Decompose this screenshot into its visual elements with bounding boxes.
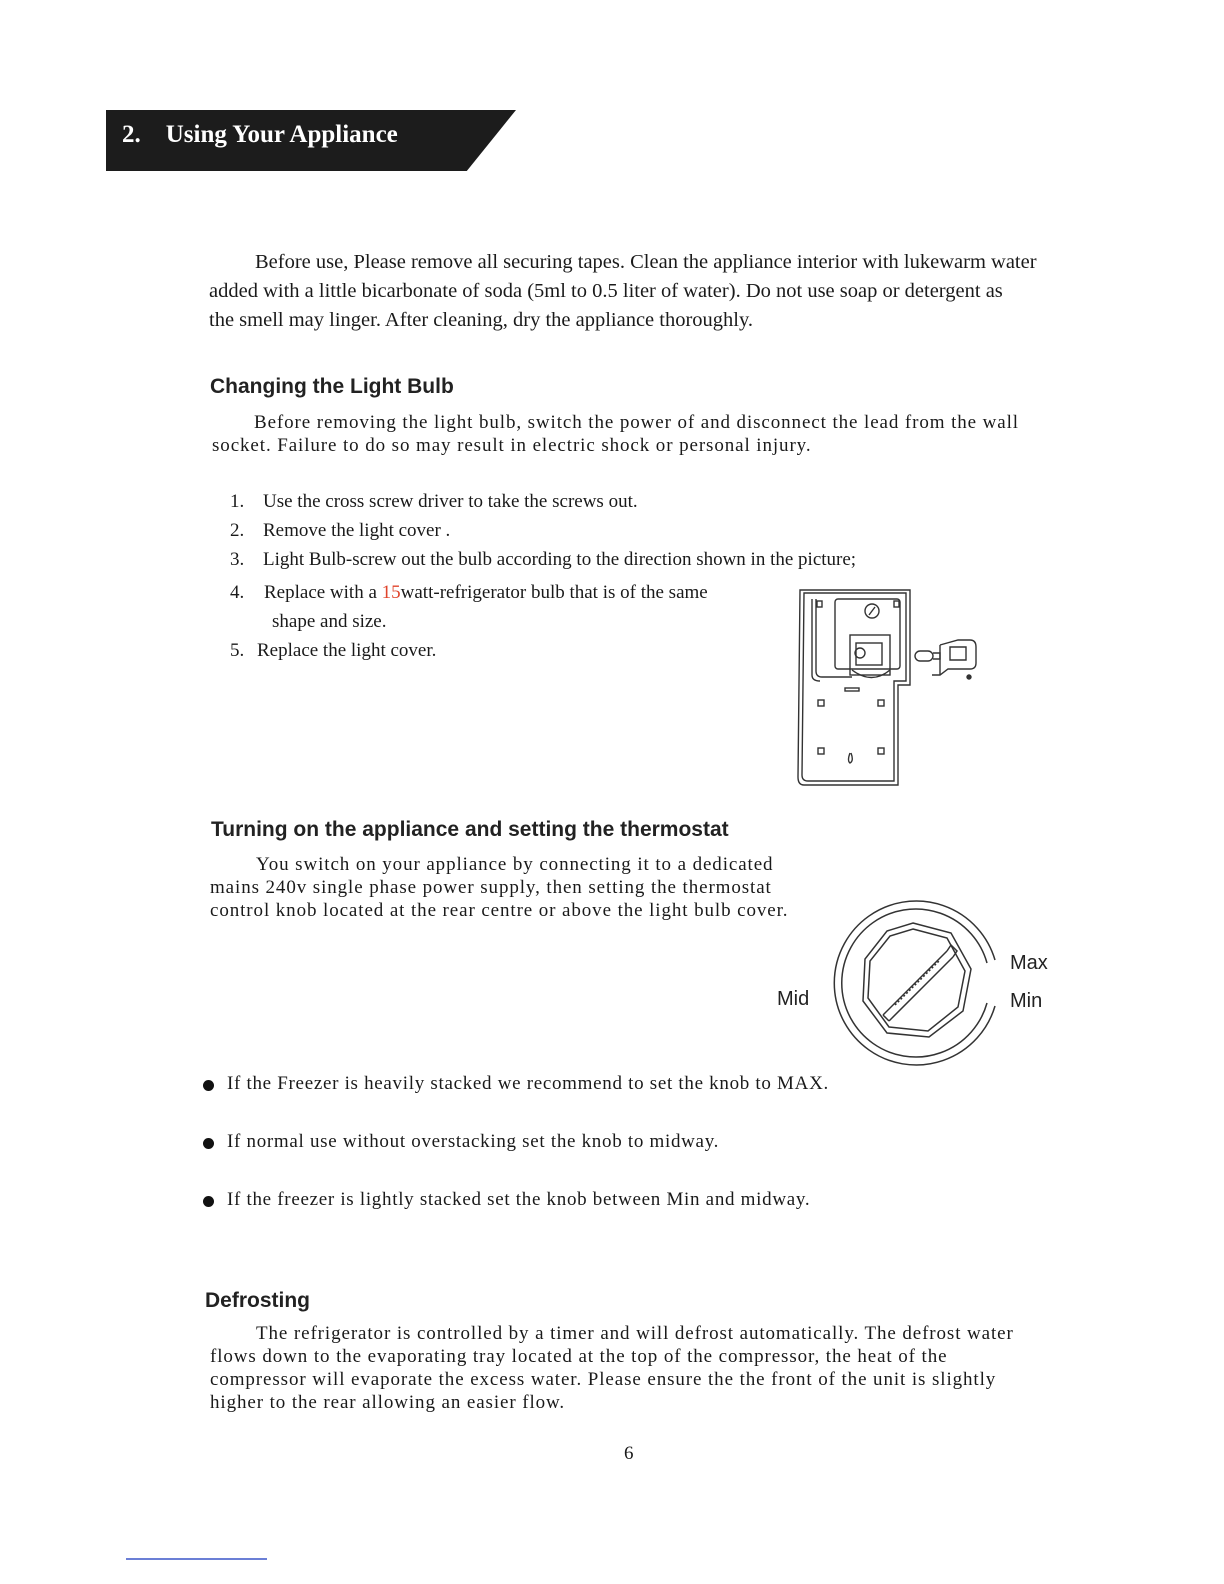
light-bulb-line: Before removing the light bulb, switch the power of and disconnect the lead from the wall (254, 412, 1019, 433)
page-number: 6 (624, 1443, 634, 1464)
step-item (230, 582, 708, 604)
step-text: Use the cross screw driver to take the screws out. (263, 491, 638, 512)
light-bulb-line: socket. Failure to do so may result in electric shock or personal injury. (212, 435, 812, 456)
step-item (230, 640, 437, 662)
bullet-dot (203, 1080, 214, 1091)
step-item (230, 520, 451, 542)
step-text-pre: Replace with a (264, 582, 382, 603)
knob-label-min: Min (1010, 990, 1043, 1012)
bullet-dot (203, 1138, 214, 1149)
defrost-line: higher to the rear allowing an easier flow. (210, 1392, 566, 1413)
step-text-post: watt-refrigerator bulb that is of the same (400, 582, 708, 603)
knob-label-max: Max (1010, 952, 1048, 974)
footer-rule (126, 1558, 267, 1560)
step-number: 2. (230, 520, 245, 541)
step-number: 1. (230, 491, 245, 512)
light-cover-illustration (790, 585, 990, 790)
step-item (230, 491, 638, 513)
step-text (264, 582, 708, 604)
bullet-item: If the freezer is lightly stacked set the knob between Min and midway. (227, 1189, 811, 1210)
heading-thermostat: Turning on the appliance and setting the thermostat (211, 818, 729, 841)
thermostat-line: control knob located at the rear centre or above the light bulb cover. (210, 900, 789, 921)
step-number: 5. (230, 640, 245, 661)
defrost-line: The refrigerator is controlled by a timer and will defrost automatically. The defrost water (256, 1323, 1014, 1344)
intro-line: the smell may linger. After cleaning, dry the appliance thoroughly. (209, 309, 754, 331)
thermostat-knob-diagram (825, 893, 1010, 1073)
wattage-highlight: 15 (381, 582, 401, 603)
step-number: 4. (230, 582, 245, 603)
step-text: Remove the light cover . (263, 520, 451, 541)
heading-light-bulb: Changing the Light Bulb (210, 375, 454, 398)
defrost-line: flows down to the evaporating tray located at the top of the compressor, the heat of the (210, 1346, 948, 1367)
intro-line: Before use, Please remove all securing tapes. Clean the appliance interior with lukewarm water (255, 251, 1037, 273)
step-number: 3. (230, 549, 245, 570)
knob-label-mid: Mid (777, 988, 810, 1010)
thermostat-line: mains 240v single phase power supply, then setting the thermostat (210, 877, 772, 898)
intro-line: added with a little bicarbonate of soda (5ml to 0.5 liter of water). Do not use soap or detergent as (209, 280, 1003, 302)
defrost-line: compressor will evaporate the excess water. Please ensure the the front of the unit is slightly (210, 1369, 997, 1390)
bullet-item: If the Freezer is heavily stacked we recommend to set the knob to MAX. (227, 1073, 829, 1094)
step-text: Replace the light cover. (257, 640, 437, 661)
step-text: Light Bulb-screw out the bulb according to the direction shown in the picture; (263, 549, 857, 570)
bullet-dot (203, 1196, 214, 1207)
thermostat-line: You switch on your appliance by connecting it to a dedicated (256, 854, 774, 875)
heading-defrosting: Defrosting (205, 1289, 310, 1312)
bullet-item: If normal use without overstacking set the knob to midway. (227, 1131, 720, 1152)
section-title: 2. Using Your Appliance (122, 121, 398, 148)
step-item (230, 549, 857, 571)
step-continuation: shape and size. (272, 611, 387, 632)
